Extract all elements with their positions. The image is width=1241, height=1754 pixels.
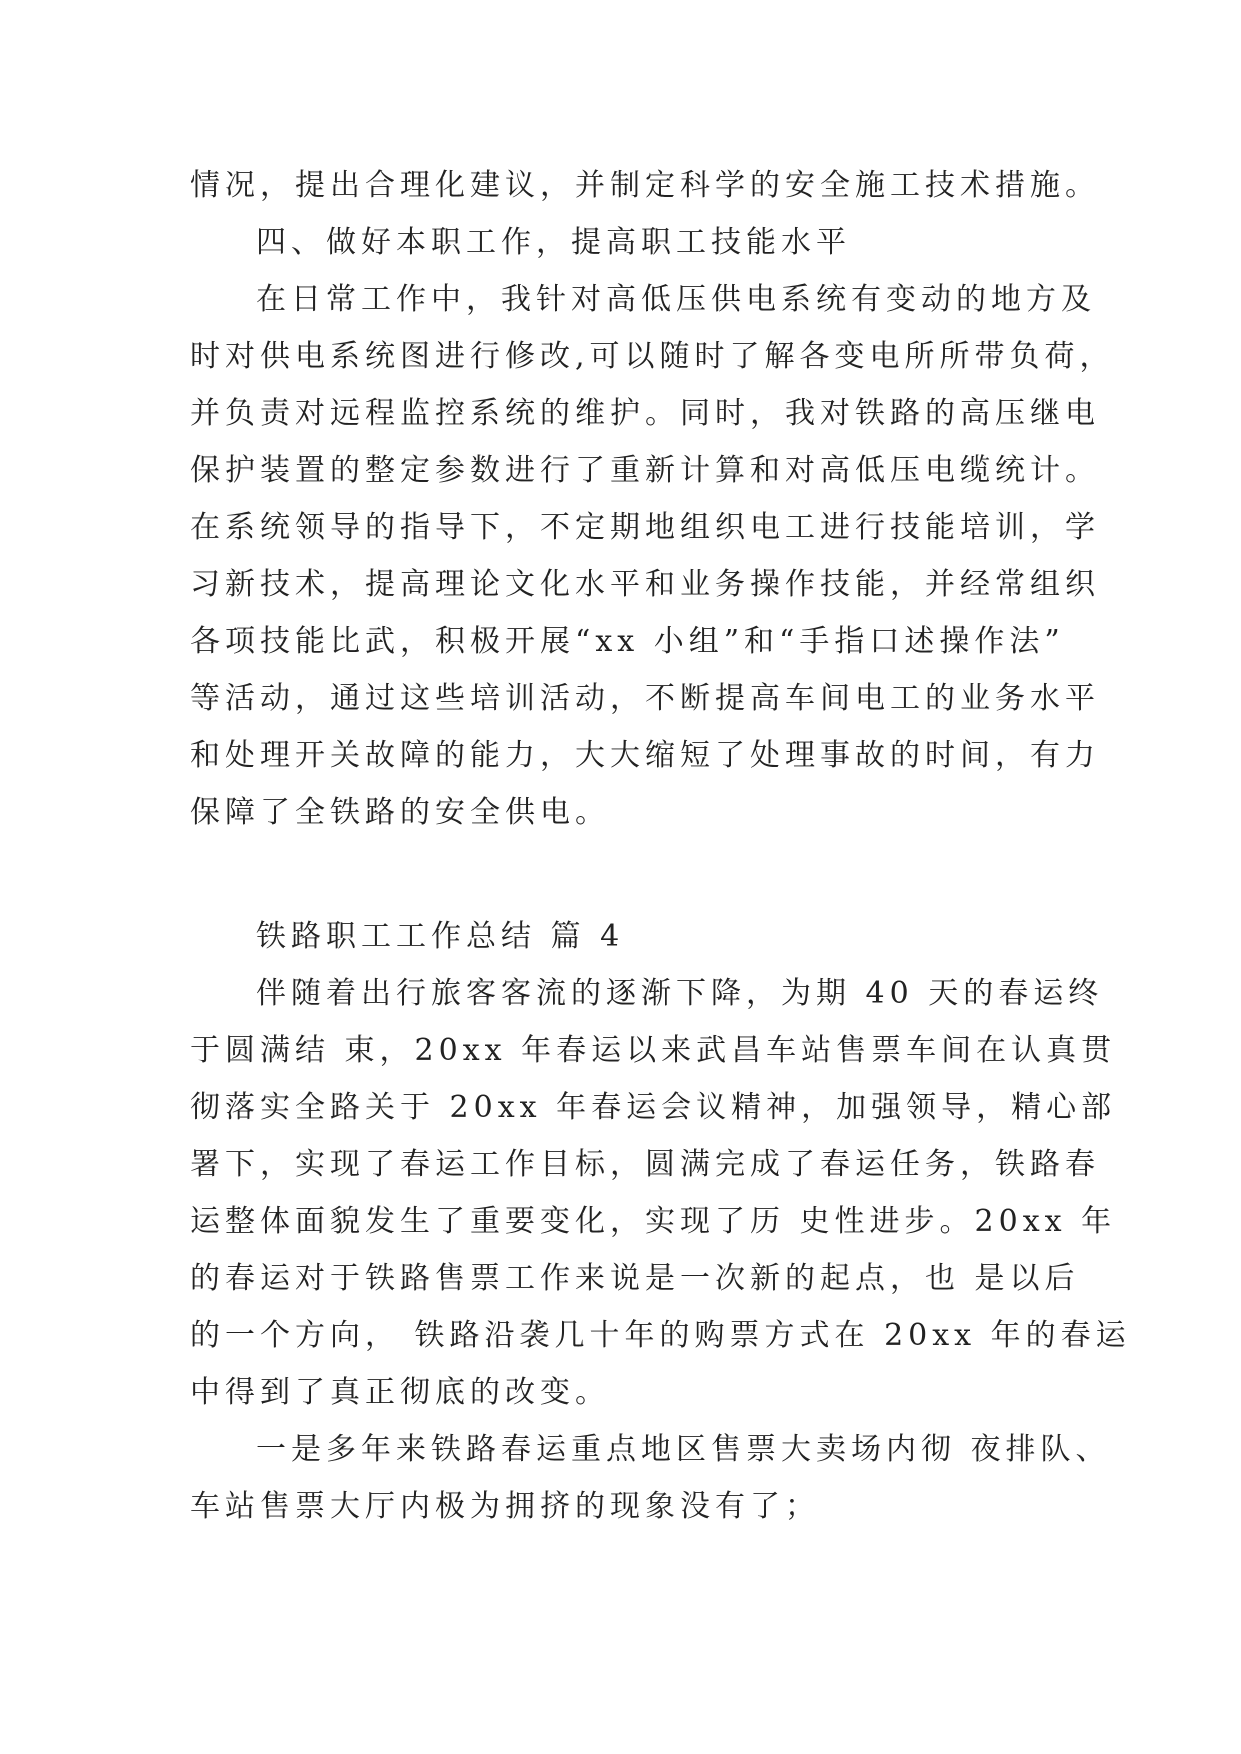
section-heading: 四、做好本职工作，提高职工技能水平 bbox=[256, 225, 851, 260]
paragraph-line: 等活动，通过这些培训活动，不断提高车间电工的业务水平 bbox=[190, 681, 1100, 716]
paragraph-line: 在系统领导的指导下，不定期地组织电工进行技能培训，学 bbox=[190, 510, 1100, 545]
paragraph-line: 保护装置的整定参数进行了重新计算和对高低压电缆统计。 bbox=[190, 453, 1100, 488]
paragraph-line: 的一个方向， 铁路沿袭几十年的购票方式在 20xx 年的春运 bbox=[190, 1318, 1131, 1353]
paragraph-line: 于圆满结 束，20xx 年春运以来武昌车站售票车间在认真贯 bbox=[190, 1033, 1117, 1068]
paragraph-line: 伴随着出行旅客客流的逐渐下降，为期 40 天的春运终 bbox=[256, 976, 1104, 1011]
paragraph-line: 中得到了真正彻底的改变。 bbox=[190, 1375, 610, 1410]
paragraph-line: 的春运对于铁路售票工作来说是一次新的起点，也 是以后 bbox=[190, 1261, 1080, 1296]
paragraph-line: 一是多年来铁路春运重点地区售票大卖场内彻 夜排队、 bbox=[256, 1432, 1111, 1467]
paragraph-line: 在日常工作中，我针对高低压供电系统有变动的地方及 bbox=[256, 282, 1096, 317]
paragraph-line: 和处理开关故障的能力，大大缩短了处理事故的时间，有力 bbox=[190, 738, 1100, 773]
paragraph-line: 习新技术，提高理论文化水平和业务操作技能，并经常组织 bbox=[190, 567, 1100, 602]
paragraph-line: 情况，提出合理化建议，并制定科学的安全施工技术措施。 bbox=[190, 168, 1100, 203]
paragraph-line: 时对供电系统图进行修改,可以随时了解各变电所所带负荷， bbox=[190, 339, 1115, 374]
paragraph-line: 署下，实现了春运工作目标，圆满完成了春运任务，铁路春 bbox=[190, 1147, 1100, 1182]
paragraph-line: 保障了全铁路的安全供电。 bbox=[190, 795, 610, 830]
article-title: 铁路职工工作总结 篇 4 bbox=[256, 919, 625, 954]
paragraph-line: 车站售票大厅内极为拥挤的现象没有了； bbox=[190, 1489, 820, 1524]
paragraph-line: 彻落实全路关于 20xx 年春运会议精神，加强领导，精心部 bbox=[190, 1090, 1117, 1125]
paragraph-line: 并负责对远程监控系统的维护。同时，我对铁路的高压继电 bbox=[190, 396, 1100, 431]
paragraph-line: 各项技能比武，积极开展“xx 小组”和“手指口述操作法” bbox=[190, 624, 1065, 659]
paragraph-line: 运整体面貌发生了重要变化，实现了历 史性进步。20xx 年 bbox=[190, 1204, 1117, 1239]
